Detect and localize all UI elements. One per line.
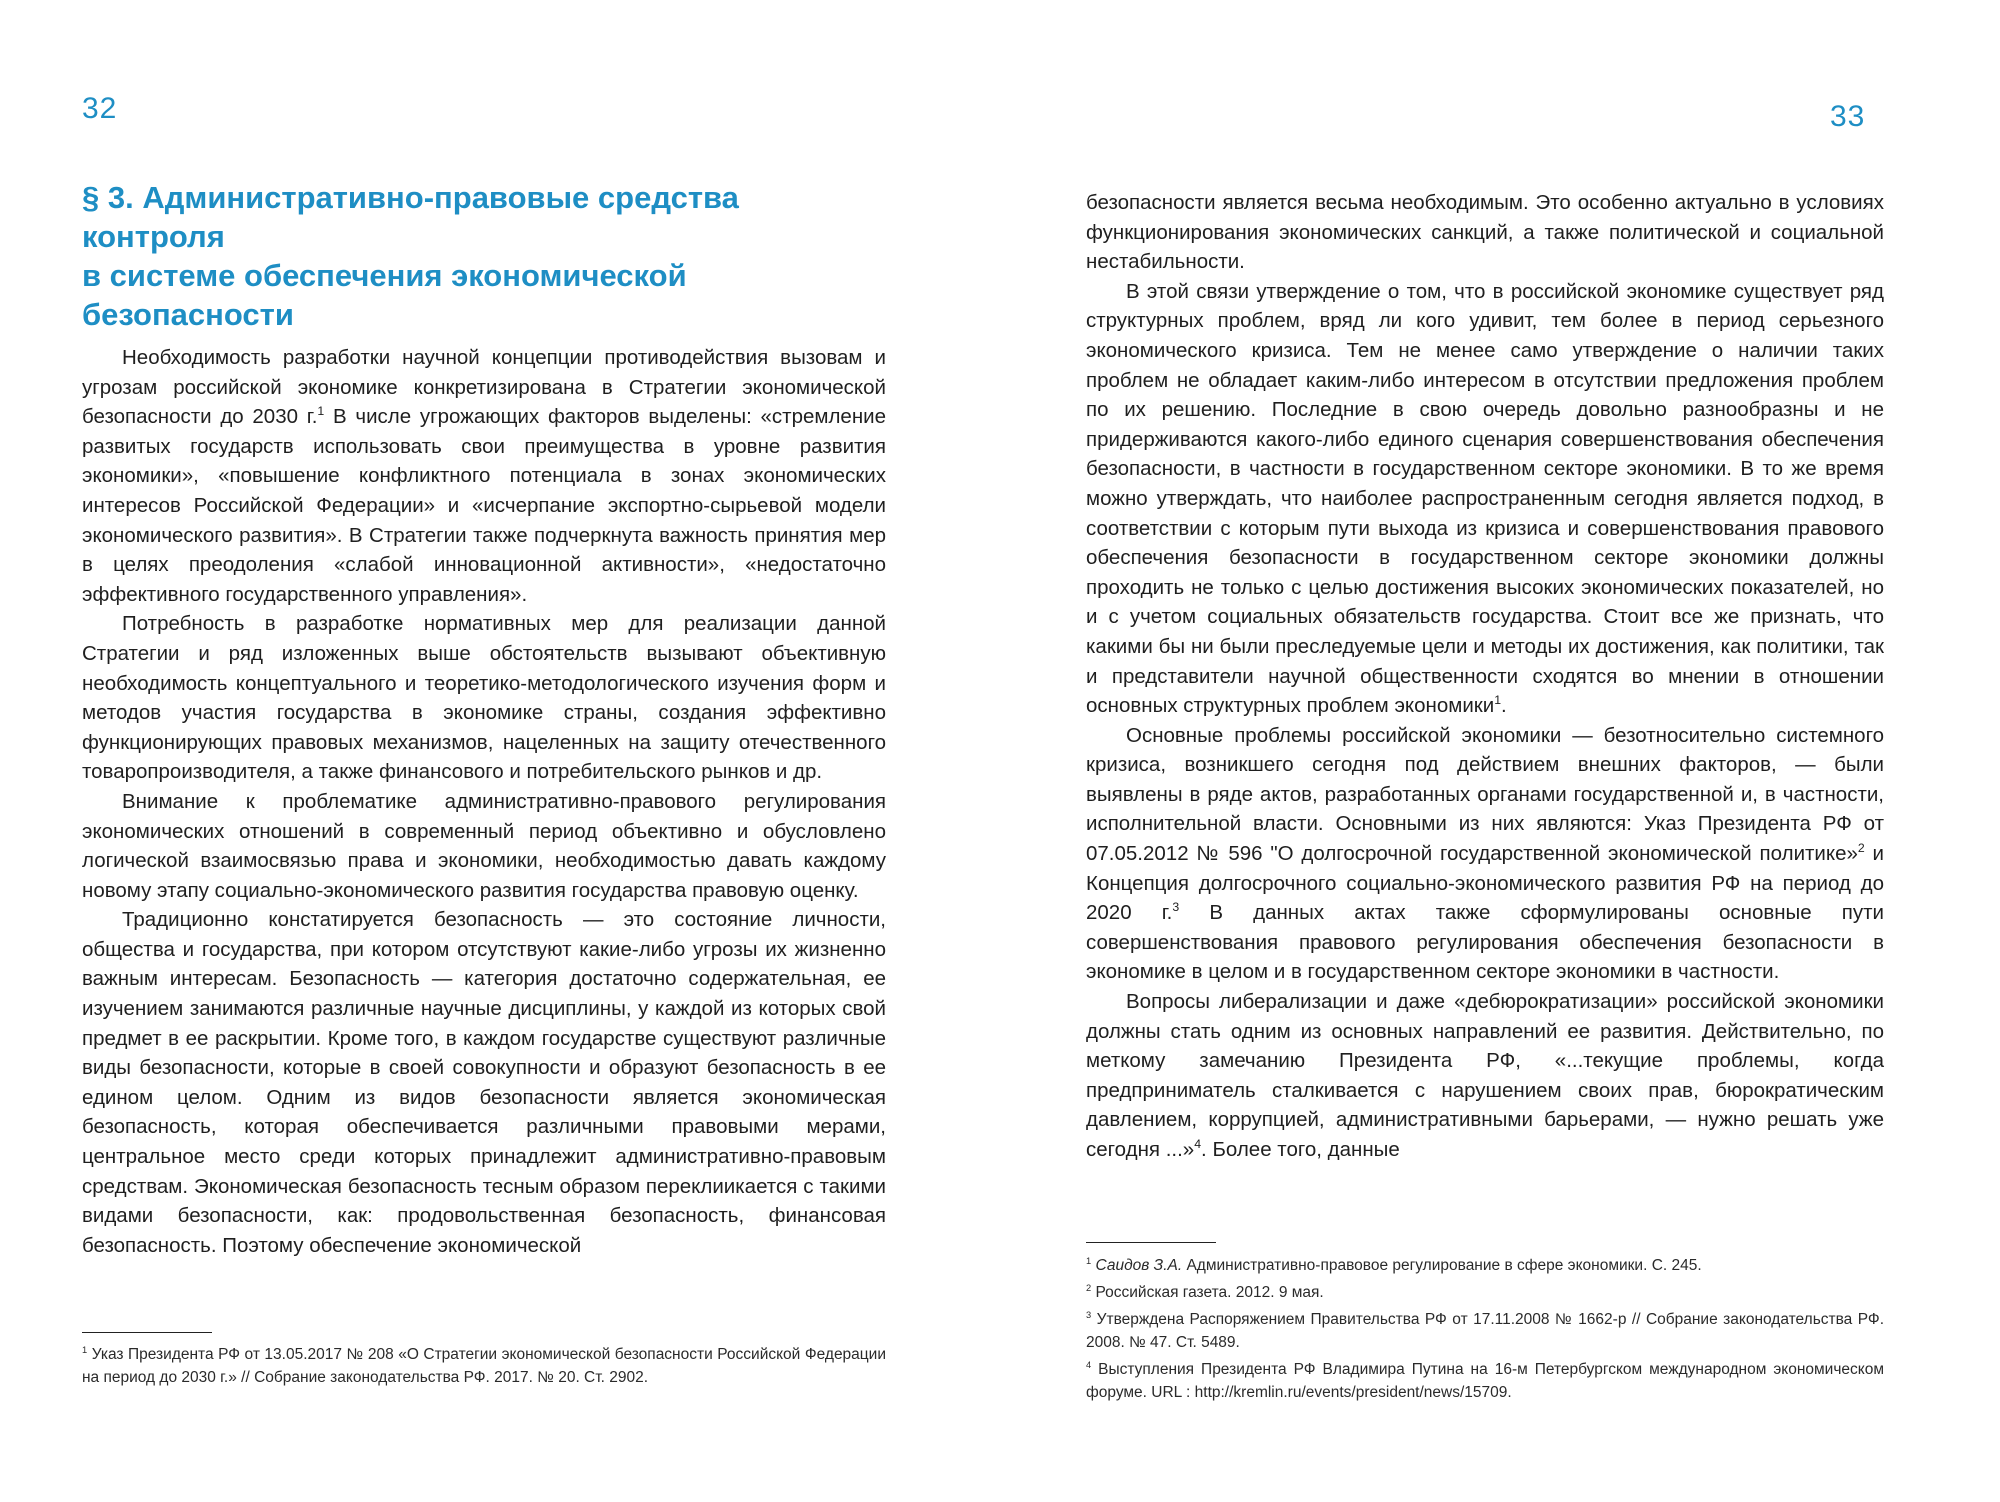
page-number: 33	[1830, 100, 1866, 133]
paragraph: Внимание к проблематике административно-правового регулирования экономических отношений в современный период объективно и обусловлено логической взаимосвязью права и экономики, необходимостью давать каждому новому этапу социально-экономического развития государства правовую оценку.	[82, 789, 886, 902]
paragraph-text: .	[1501, 694, 1507, 718]
footnote	[82, 1343, 886, 1389]
footnote-divider	[82, 1332, 212, 1333]
paragraph-text: . Более того, данные	[1201, 1138, 1400, 1161]
paragraph-text: В числе угрожающих факторов выделены: «стремление развитых государств использовать свои преимущества в уровне развития экономики», «повышение конфликтного потенциала в зонах экономических интересов Российской Федерации» и «исчерпание экспортно-сырьевой модели экономического развития». В Стратегии также подчеркнута важность принятия мер в целях преодоления «слабой инновационной активности», «недостаточно эффективного государственного управления».	[82, 405, 887, 606]
footnote-author: Саидов З.А.	[1095, 1257, 1183, 1274]
right-page	[1000, 0, 2000, 1502]
footnote-number: 2	[1086, 1282, 1092, 1293]
paragraph-text: Необходимость разработки научной концепции противодействия вызовам и угрозам российской экономике конкретизирована в Стратегии экономической безопасности до 2030 г.	[82, 346, 886, 429]
footnote-ref: 1	[317, 404, 325, 419]
footnote-ref: 2	[1857, 841, 1865, 856]
footnote-ref: 3	[1172, 900, 1180, 915]
right-page-body	[1086, 188, 1884, 1165]
footnote-divider	[1086, 1242, 1216, 1243]
footnote-number: 1	[82, 1344, 88, 1355]
paragraph	[82, 343, 886, 609]
footnote-ref: 1	[1494, 693, 1502, 708]
paragraph: Потребность в разработке нормативных мер для реализации данной Стратегии и ряд изложенных выше обстоятельств вызывают объективную необходимость концептуального и теоретико-методологического изучения форм и методов участия государства в экономике страны, создания эффективно функционирующих правовых механизмов, нацеленных на защиту отечественного товаропроизводителя, а также финансового и потребительского рынков и др.	[82, 612, 886, 784]
footnote-text: Указ Президента РФ от 13.05.2017 № 208 «О Стратегии экономической безопасности Российской Федерации на период до 2030 г.» // Собрание законодательства РФ. 2017. № 20. Ст. 2902.	[82, 1346, 886, 1386]
paragraph	[1086, 987, 1884, 1165]
footnote	[1086, 1358, 1884, 1404]
paragraph-text: Основные проблемы российской экономики — безотносительно системного кризиса, возникшего сегодня под действием внешних факторов, — были выявлены в ряде актов, разработанных органами государственной и, в частности, исполнительной власти. Основными из них являются: Указ Президента РФ от 07.05.2012 № 596 "О долгосрочной государственной экономической политике»	[1086, 723, 1884, 866]
footnote-text: Российская газета. 2012. 9 мая.	[1095, 1284, 1324, 1301]
paragraph: Традиционно констатируется безопасность — это состояние личности, общества и государства, при котором отсутствуют какие-либо угрозы их жизненно важным интересам. Безопасность — категория достаточно содержательная, ее изучением занимаются различные научные дисциплины, у каждой из которых свой предмет в ее раскрытии. Кроме того, в каждом государстве существуют различные виды безопасности, которые в своей совокупности и образуют безопасность в ее едином целом. Одним из видов безопасности является экономическая безопасность, которая обеспечивается различными правовыми мерами, центральное место среди которых принадлежит административно-правовым средствам. Экономическая безопасность тесным образом переклиикается с такими видами безопасности, как: продовольственная безопасность, финансовая безопасность. Поэтому обеспечение экономической	[82, 908, 886, 1257]
footnote	[1086, 1281, 1884, 1304]
footnotes	[1086, 1254, 1884, 1408]
section-heading-line-1: § 3. Административно-правовые средства контроля	[82, 180, 739, 254]
paragraph-text: Вопросы либерализации и даже «дебюрократизации» российской экономики должны стать одним из основных направлений ее развития. Действительно, по меткому замечанию Президента РФ, «...текущие проблемы, когда предприниматель сталкивается с нарушением своих прав, бюрократическим давлением, коррупцией, административными барьерами, — нужно решать уже сегодня ...»	[1086, 990, 1884, 1161]
footnote-number: 1	[1086, 1255, 1092, 1266]
body-text	[82, 343, 886, 1260]
footnote-number: 3	[1086, 1309, 1092, 1320]
footnote	[1086, 1308, 1884, 1354]
paragraph	[1086, 277, 1884, 721]
paragraph-text: В данных актах также сформулированы основные пути совершенствования правового регулирования обеспечения безопасности в экономике в целом и в государственном секторе экономики в частности.	[1086, 901, 1884, 984]
footnote-text: Выступления Президента РФ Владимира Путина на 16-м Петербургском международном экономическом форуме. URL : http://kremlin.ru/events/president/news/15709.	[1086, 1361, 1885, 1401]
paragraph	[1086, 721, 1884, 987]
footnotes	[82, 1343, 886, 1393]
paragraph-text: В этой связи утверждение о том, что в российской экономике существует ряд структурных проблем, вряд ли кого удивит, тем более в период серьезного экономического кризиса. Тем не менее само утверждение о наличии таких проблем не обладает каким-либо интересом в отсутствии предложения проблем по их решению. Последние в свою очередь довольно разнообразны и не придерживаются какого-либо единого сценария совершенствования обеспечения безопасности, в частности в государственном секторе экономики. В то же время можно утверждать, что наиболее распространенным сегодня является подход, в соответствии с которым пути выхода из кризиса и совершенствования правового обеспечения безопасности в государственном секторе экономики должны проходить не только с целью достижения высоких экономических показателей, но и с учетом социальных обязательств государства. Стоит все же признать, что какими бы ни были преследуемые цели и методы их достижения, как политики, так и представители научной общественности сходятся во мнении в отношении основных структурных проблем экономики	[1086, 279, 1884, 718]
left-page-body	[82, 178, 886, 1260]
paragraph-text: и Концепция долгосрочного социально-экономического развития РФ на период до 2020 г.	[1086, 842, 1884, 925]
paragraph-continued: безопасности является весьма необходимым. Это особенно актуально в условиях функционирования экономических санкций, а также политической и социальной нестабильности.	[1086, 191, 1884, 274]
footnote-text: Административно-правовое регулирование в сфере экономики. С. 245.	[1182, 1257, 1702, 1274]
footnote-ref: 4	[1194, 1137, 1202, 1152]
footnote-number: 4	[1086, 1359, 1092, 1370]
section-heading-line-2: в системе обеспечения экономической безопасности	[82, 258, 687, 332]
footnote-text: Утверждена Распоряжением Правительства РФ от 17.11.2008 № 1662-р // Собрание законодательства РФ. 2008. № 47. Ст. 5489.	[1086, 1311, 1884, 1351]
page-number: 32	[82, 92, 118, 125]
section-heading	[82, 178, 886, 334]
footnote	[1086, 1254, 1884, 1277]
body-text	[1086, 188, 1884, 1165]
